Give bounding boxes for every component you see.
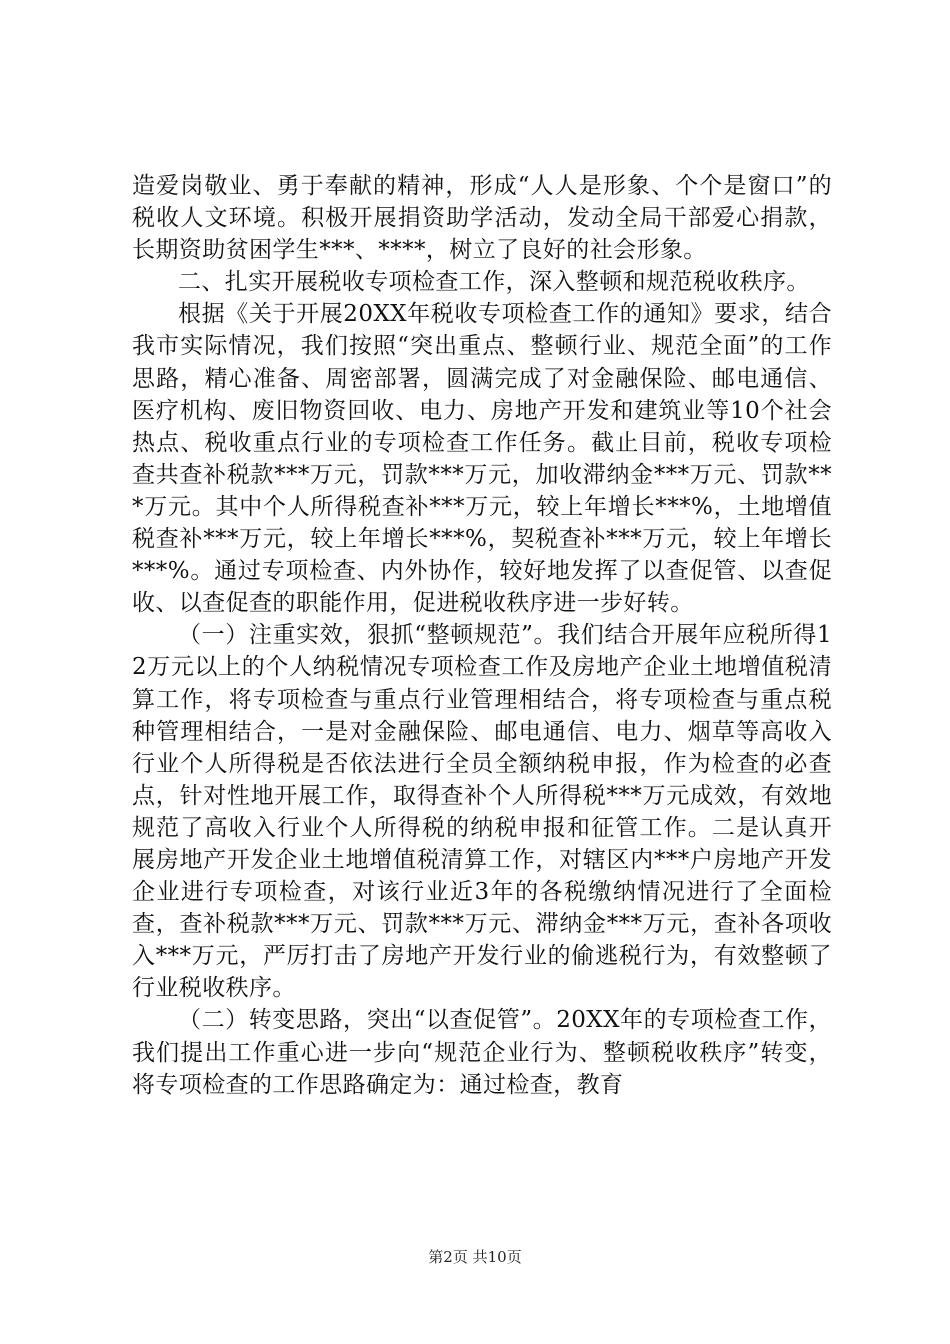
paragraph-subsection-2: （二）转变思路，突出“以查促管”。20XX年的专项检查工作，我们提出工作重心进一步向“规范企业行为、整顿税收秩序”转变，将专项检查的工作思路确定为：通过检查，教育 (132, 1007, 832, 1098)
page-number-footer: 第2页 共10页 (428, 1248, 522, 1266)
paragraph-subsection-1: （一）注重实效，狠抓“整顿规范”。我们结合开展年应税所得12万元以上的个人纳税情况专项检查工作及房地产企业土地增值税清算工作，将专项检查与重点行业管理相结合，将专项检查与重点税种管理相结合，一是对金融保险、邮电通信、电力、烟草等高收入行业个人所得税是否依法进行全员全额纳税申报，作为检查的必查点，针对性地开展工作，取得查补个人所得税***万元成效，有效地规范了高收入行业个人所得税的纳税申报和征管工作。二是认真开展房地产开发企业土地增值税清算工作，对辖区内***户房地产开发企业进行专项检查，对该行业近3年的各税缴纳情况进行了全面检查，查补税款***万元、罚款***万元、滞纳金***万元，查补各项收入***万元，严厉打击了房地产开发行业的偷逃税行为，有效整顿了行业税收秩序。 (132, 622, 832, 1002)
document-body (132, 170, 832, 1101)
section-heading-2: 二、扎实开展税收专项检查工作，深入整顿和规范税收秩序。 (178, 269, 810, 296)
paragraph-continuation: 造爱岗敬业、勇于奉献的精神，形成“人人是形象、个个是窗口”的税收人文环境。积极开展捐资助学活动，发动全局干部爱心捐款，长期资助贫困学生***、****，树立了良好的社会形象。 (132, 173, 832, 264)
paragraph-inspection-summary: 根据《关于开展20XX年税收专项检查工作的通知》要求，结合我市实际情况，我们按照“突出重点、整顿行业、规范全面”的工作思路，精心准备、周密部署，圆满完成了对金融保险、邮电通信、医疗机构、废旧物资回收、电力、房地产开发和建筑业等10个社会热点、税收重点行业的专项检查工作任务。截止目前，税收专项检查共查补税款***万元，罚款***万元，加收滞纳金***万元、罚款***万元。其中个人所得税查补***万元，较上年增长***%，土地增值税查补***万元，较上年增长***%，契税查补***万元，较上年增长***%。通过专项检查、内外协作，较好地发挥了以查促管、以查促收、以查促查的职能作用，促进税收秩序进一步好转。 (132, 301, 832, 617)
